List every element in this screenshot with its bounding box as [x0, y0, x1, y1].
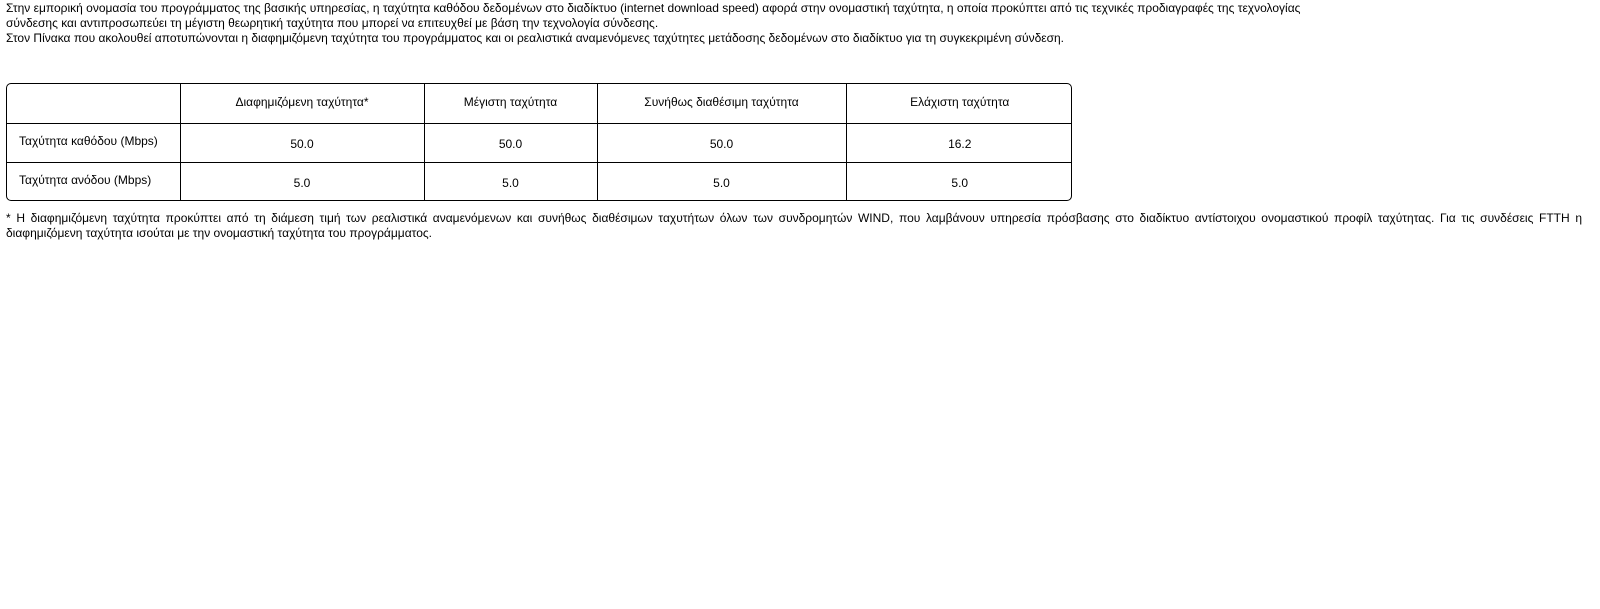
intro-text	[6, 1, 1346, 46]
footnote-advertised-speed: * Η διαφημιζόμενη ταχύτητα προκύπτει από τη διάμεση τιμή των ρεαλιστικά αναμενόμενων και συνήθως διαθέσιμων ταχυτήτων όλων των συνδρομητών WIND, που λαμβάνουν υπηρεσία πρόσβασης στο διαδίκτυο αντίστοιχου ονομαστικού προφίλ ταχύτητας. Για τις συνδέσεις FTTH η διαφημιζόμενη ταχύτητα ισούται με την ονομαστική ταχύτητα του προγράμματος.	[6, 211, 1582, 240]
upload-typical-value: 5.0	[597, 162, 846, 200]
intro-paragraph-nominal-speed: Στην εμπορική ονομασία του προγράμματος της βασικής υπηρεσίας, η ταχύτητα καθόδου δεδομένων στο διαδίκτυο (internet download speed) αφορά στην ονομαστική ταχύτητα, η οποία προκύπτει από τις τεχνικές προδιαγραφές της τεχνολογίας σύνδεσης και αντιπροσωπεύει τη μέγιστη θεωρητική ταχύτητα που μπορεί να επιτευχθεί με βάση την τεχνολογία σύνδεσης.	[6, 1, 1301, 30]
upload-min-value: 5.0	[951, 175, 969, 190]
speed-table	[7, 84, 1072, 200]
download-min-value: 16.2	[846, 123, 1072, 162]
upload-max-value: 5.0	[424, 162, 597, 200]
download-max-value: 50.0	[424, 123, 597, 162]
download-advertised-value: 50.0	[180, 123, 424, 162]
table-header-row	[7, 84, 1072, 123]
row-label-upload: Ταχύτητα ανόδου (Mbps)	[7, 162, 180, 200]
column-header-min-speed: Ελάχιστη ταχύτητα	[846, 84, 1072, 123]
column-header-typical-speed: Συνήθως διαθέσιμη ταχύτητα	[597, 84, 846, 123]
row-label-download: Ταχύτητα καθόδου (Mbps)	[7, 123, 180, 162]
speed-table-container	[6, 83, 1072, 201]
upload-advertised-value: 5.0	[180, 162, 424, 200]
column-header-max-speed: Μέγιστη ταχύτητα	[424, 84, 597, 123]
download-typical-value: 50.0	[597, 123, 846, 162]
table-corner-cell	[7, 84, 180, 123]
table-row-download	[7, 123, 1072, 162]
intro-paragraph-table-description: Στον Πίνακα που ακολουθεί αποτυπώνονται η διαφημιζόμενη ταχύτητα του προγράμματος και οι ρεαλιστικά αναμενόμενες ταχύτητες μετάδοσης δεδομένων στο διαδίκτυο για τη συγκεκριμένη σύνδεση.	[6, 31, 1065, 45]
table-row-upload	[7, 162, 1072, 200]
column-header-advertised-speed: Διαφημιζόμενη ταχύτητα*	[180, 84, 424, 123]
